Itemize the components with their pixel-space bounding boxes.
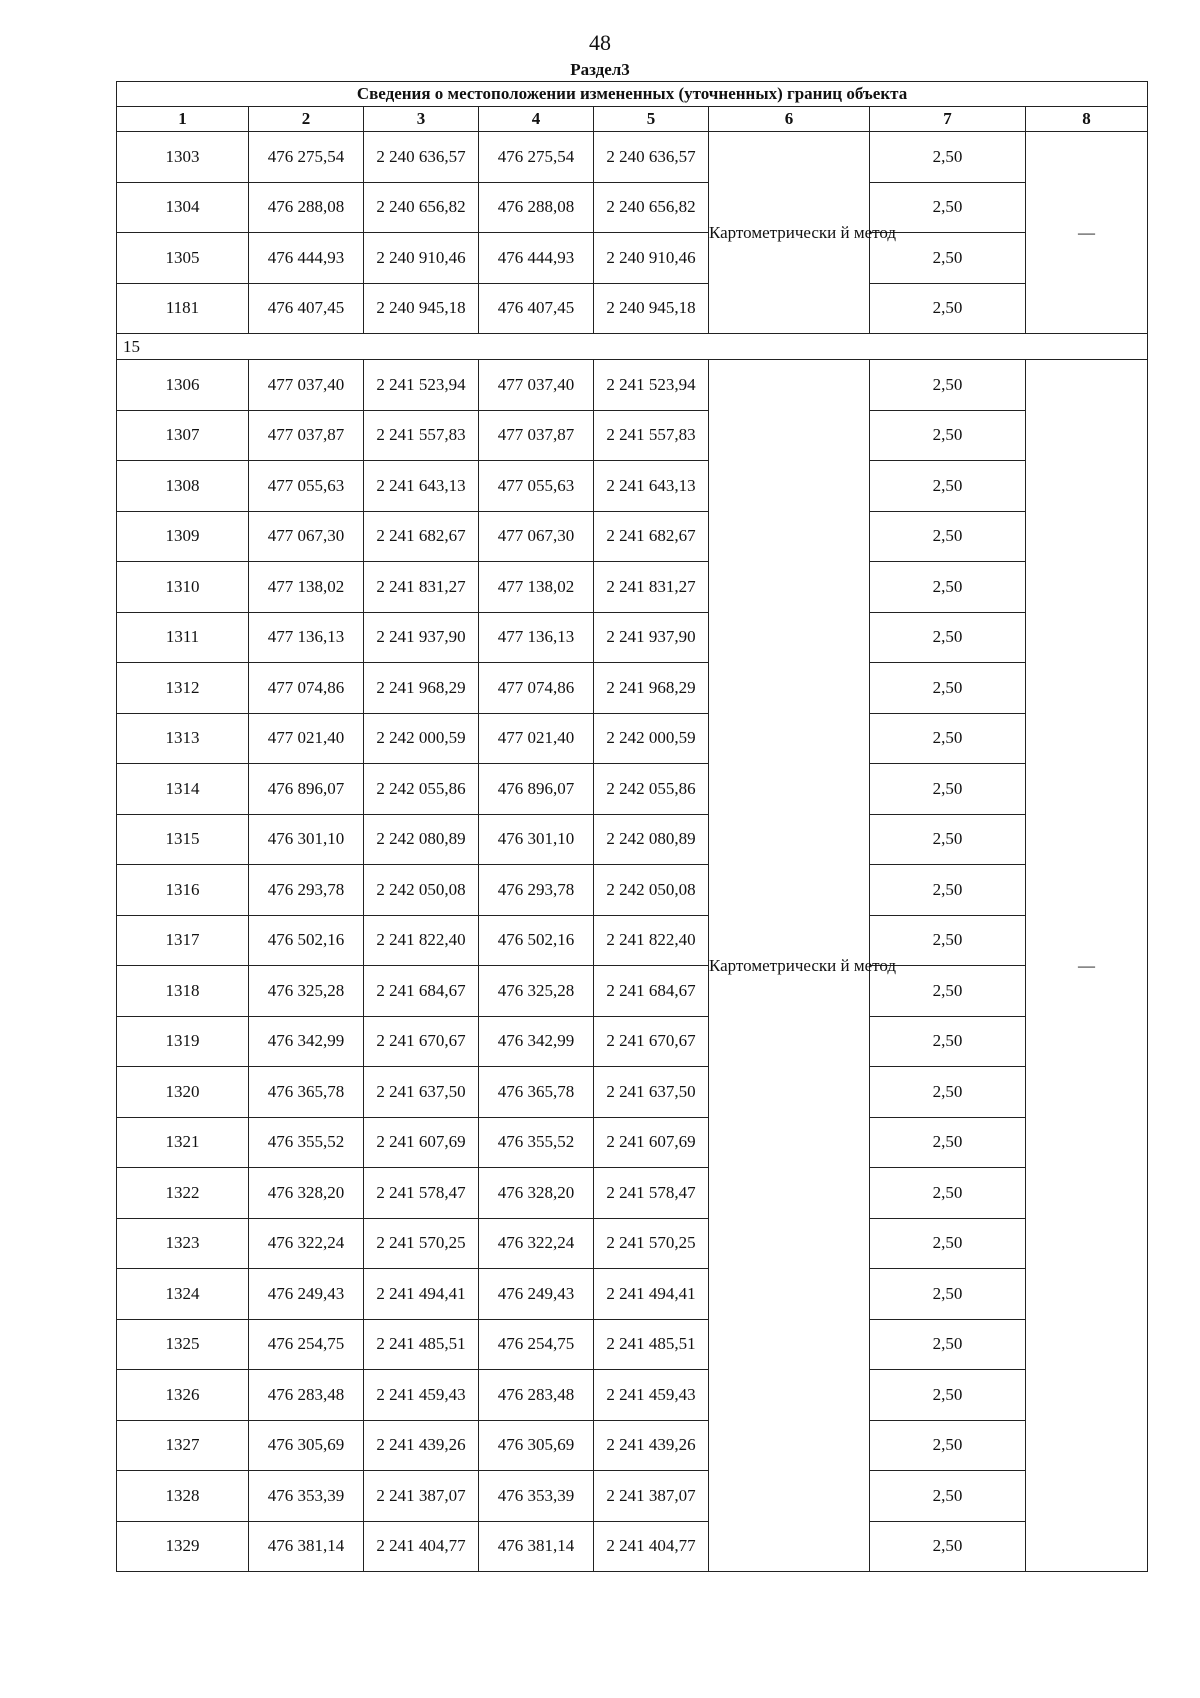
x-new-cell: 476 283,48 [479,1370,594,1421]
x-old-cell: 476 301,10 [249,814,364,865]
y-new-cell: 2 241 459,43 [594,1370,709,1421]
point-id-cell: 1315 [117,814,249,865]
x-new-cell: 477 021,40 [479,713,594,764]
accuracy-cell: 2,50 [870,966,1026,1017]
table-row [117,410,1148,461]
group-label-row [117,334,1148,360]
table-body [117,82,1148,1572]
point-id-cell: 1328 [117,1471,249,1522]
x-old-cell: 476 325,28 [249,966,364,1017]
table-caption-row [117,82,1148,107]
x-new-cell: 476 275,54 [479,132,594,183]
y-old-cell: 2 240 910,46 [364,233,479,284]
x-new-cell: 476 322,24 [479,1218,594,1269]
x-new-cell: 476 365,78 [479,1067,594,1118]
y-old-cell: 2 240 636,57 [364,132,479,183]
x-new-cell: 476 896,07 [479,764,594,815]
x-new-cell: 477 037,87 [479,410,594,461]
column-header: 5 [594,107,709,132]
point-id-cell: 1325 [117,1319,249,1370]
table-row [117,562,1148,613]
x-old-cell: 476 444,93 [249,233,364,284]
y-new-cell: 2 242 000,59 [594,713,709,764]
group-label: 15 [117,334,1148,360]
table-row [117,182,1148,233]
x-old-cell: 477 136,13 [249,612,364,663]
page-number: 48 [589,30,611,55]
y-new-cell: 2 241 439,26 [594,1420,709,1471]
y-new-cell: 2 240 656,82 [594,182,709,233]
x-new-cell: 476 249,43 [479,1269,594,1320]
y-new-cell: 2 241 570,25 [594,1218,709,1269]
table-row [117,1117,1148,1168]
x-old-cell: 476 254,75 [249,1319,364,1370]
point-id-cell: 1306 [117,360,249,411]
y-new-cell: 2 241 485,51 [594,1319,709,1370]
y-old-cell: 2 241 637,50 [364,1067,479,1118]
y-old-cell: 2 241 404,77 [364,1521,479,1572]
x-old-cell: 476 322,24 [249,1218,364,1269]
y-old-cell: 2 241 684,67 [364,966,479,1017]
accuracy-cell: 2,50 [870,132,1026,183]
y-new-cell: 2 240 910,46 [594,233,709,284]
x-new-cell: 476 407,45 [479,283,594,334]
accuracy-cell: 2,50 [870,182,1026,233]
table-row [117,511,1148,562]
x-old-cell: 476 249,43 [249,1269,364,1320]
point-id-cell: 1329 [117,1521,249,1572]
table-row [117,1067,1148,1118]
x-old-cell: 476 407,45 [249,283,364,334]
point-id-cell: 1181 [117,283,249,334]
accuracy-cell: 2,50 [870,1117,1026,1168]
x-new-cell: 477 074,86 [479,663,594,714]
column-header: 4 [479,107,594,132]
table-row [117,713,1148,764]
y-old-cell: 2 241 485,51 [364,1319,479,1370]
table-row [117,1420,1148,1471]
y-new-cell: 2 241 822,40 [594,915,709,966]
x-new-cell: 476 301,10 [479,814,594,865]
y-new-cell: 2 241 578,47 [594,1168,709,1219]
table-row [117,1471,1148,1522]
y-old-cell: 2 241 557,83 [364,410,479,461]
accuracy-cell: 2,50 [870,1067,1026,1118]
y-new-cell: 2 241 831,27 [594,562,709,613]
x-old-cell: 476 353,39 [249,1471,364,1522]
column-header: 3 [364,107,479,132]
y-old-cell: 2 242 050,08 [364,865,479,916]
note-cell: — [1026,360,1148,1572]
x-old-cell: 476 293,78 [249,865,364,916]
x-old-cell: 477 138,02 [249,562,364,613]
point-id-cell: 1309 [117,511,249,562]
x-old-cell: 477 037,40 [249,360,364,411]
accuracy-cell: 2,50 [870,663,1026,714]
x-old-cell: 476 355,52 [249,1117,364,1168]
y-new-cell: 2 241 682,67 [594,511,709,562]
table-row [117,915,1148,966]
accuracy-cell: 2,50 [870,283,1026,334]
y-new-cell: 2 240 945,18 [594,283,709,334]
y-old-cell: 2 241 682,67 [364,511,479,562]
x-new-cell: 477 067,30 [479,511,594,562]
y-new-cell: 2 241 494,41 [594,1269,709,1320]
y-old-cell: 2 242 055,86 [364,764,479,815]
accuracy-cell: 2,50 [870,360,1026,411]
accuracy-cell: 2,50 [870,461,1026,512]
x-new-cell: 476 342,99 [479,1016,594,1067]
y-old-cell: 2 241 643,13 [364,461,479,512]
accuracy-cell: 2,50 [870,1370,1026,1421]
table-caption: Сведения о местоположении измененных (уточненных) границ объекта [117,82,1148,107]
x-new-cell: 477 037,40 [479,360,594,411]
column-header: 6 [709,107,870,132]
accuracy-cell: 2,50 [870,1218,1026,1269]
point-id-cell: 1316 [117,865,249,916]
x-old-cell: 477 055,63 [249,461,364,512]
y-new-cell: 2 241 968,29 [594,663,709,714]
x-new-cell: 476 328,20 [479,1168,594,1219]
table-row [117,233,1148,284]
point-id-cell: 1311 [117,612,249,663]
x-old-cell: 477 037,87 [249,410,364,461]
accuracy-cell: 2,50 [870,612,1026,663]
method-cell: Картометрически й метод [709,360,870,1572]
table-row [117,1218,1148,1269]
x-old-cell: 477 074,86 [249,663,364,714]
x-new-cell: 476 444,93 [479,233,594,284]
accuracy-cell: 2,50 [870,511,1026,562]
y-old-cell: 2 241 670,67 [364,1016,479,1067]
table-row [117,1269,1148,1320]
x-old-cell: 476 283,48 [249,1370,364,1421]
x-new-cell: 476 305,69 [479,1420,594,1471]
y-old-cell: 2 241 578,47 [364,1168,479,1219]
point-id-cell: 1308 [117,461,249,512]
table-row [117,865,1148,916]
x-new-cell: 477 055,63 [479,461,594,512]
table-row [117,764,1148,815]
point-id-cell: 1304 [117,182,249,233]
accuracy-cell: 2,50 [870,713,1026,764]
coordinates-table [116,81,1148,1572]
table-row [117,1319,1148,1370]
x-old-cell: 476 328,20 [249,1168,364,1219]
x-new-cell: 477 138,02 [479,562,594,613]
x-old-cell: 476 381,14 [249,1521,364,1572]
accuracy-cell: 2,50 [870,915,1026,966]
note-cell: — [1026,132,1148,334]
y-old-cell: 2 241 937,90 [364,612,479,663]
y-old-cell: 2 241 831,27 [364,562,479,613]
accuracy-cell: 2,50 [870,1168,1026,1219]
column-number-row [117,107,1148,132]
x-new-cell: 476 353,39 [479,1471,594,1522]
table-row [117,966,1148,1017]
x-old-cell: 476 288,08 [249,182,364,233]
column-header: 2 [249,107,364,132]
x-old-cell: 477 021,40 [249,713,364,764]
accuracy-cell: 2,50 [870,1471,1026,1522]
table-row [117,1016,1148,1067]
table-row [117,283,1148,334]
y-new-cell: 2 241 937,90 [594,612,709,663]
x-new-cell: 476 254,75 [479,1319,594,1370]
y-new-cell: 2 242 055,86 [594,764,709,815]
x-new-cell: 476 355,52 [479,1117,594,1168]
point-id-cell: 1312 [117,663,249,714]
x-new-cell: 476 288,08 [479,182,594,233]
y-new-cell: 2 241 670,67 [594,1016,709,1067]
point-id-cell: 1313 [117,713,249,764]
point-id-cell: 1307 [117,410,249,461]
y-old-cell: 2 241 570,25 [364,1218,479,1269]
table-row [117,132,1148,183]
point-id-cell: 1303 [117,132,249,183]
x-new-cell: 476 293,78 [479,865,594,916]
point-id-cell: 1323 [117,1218,249,1269]
y-new-cell: 2 242 050,08 [594,865,709,916]
y-new-cell: 2 241 523,94 [594,360,709,411]
table-row [117,663,1148,714]
point-id-cell: 1321 [117,1117,249,1168]
x-old-cell: 476 342,99 [249,1016,364,1067]
point-id-cell: 1305 [117,233,249,284]
x-old-cell: 477 067,30 [249,511,364,562]
y-old-cell: 2 240 945,18 [364,283,479,334]
table-row [117,461,1148,512]
accuracy-cell: 2,50 [870,1420,1026,1471]
accuracy-cell: 2,50 [870,865,1026,916]
y-old-cell: 2 240 656,82 [364,182,479,233]
point-id-cell: 1310 [117,562,249,613]
point-id-cell: 1320 [117,1067,249,1118]
accuracy-cell: 2,50 [870,1521,1026,1572]
y-new-cell: 2 242 080,89 [594,814,709,865]
point-id-cell: 1327 [117,1420,249,1471]
y-old-cell: 2 241 523,94 [364,360,479,411]
y-new-cell: 2 241 557,83 [594,410,709,461]
x-new-cell: 477 136,13 [479,612,594,663]
point-id-cell: 1317 [117,915,249,966]
y-new-cell: 2 241 643,13 [594,461,709,512]
table-row [117,612,1148,663]
accuracy-cell: 2,50 [870,562,1026,613]
y-old-cell: 2 242 000,59 [364,713,479,764]
x-old-cell: 476 502,16 [249,915,364,966]
column-header: 1 [117,107,249,132]
point-id-cell: 1324 [117,1269,249,1320]
table-row [117,1370,1148,1421]
y-new-cell: 2 241 684,67 [594,966,709,1017]
accuracy-cell: 2,50 [870,814,1026,865]
point-id-cell: 1326 [117,1370,249,1421]
y-old-cell: 2 241 607,69 [364,1117,479,1168]
accuracy-cell: 2,50 [870,233,1026,284]
y-new-cell: 2 241 607,69 [594,1117,709,1168]
method-cell: Картометрически й метод [709,132,870,334]
accuracy-cell: 2,50 [870,764,1026,815]
y-new-cell: 2 241 404,77 [594,1521,709,1572]
x-new-cell: 476 325,28 [479,966,594,1017]
y-old-cell: 2 241 387,07 [364,1471,479,1522]
point-id-cell: 1319 [117,1016,249,1067]
accuracy-cell: 2,50 [870,1016,1026,1067]
table-row [117,814,1148,865]
y-old-cell: 2 241 459,43 [364,1370,479,1421]
table-row [117,360,1148,411]
x-old-cell: 476 275,54 [249,132,364,183]
table-row [117,1168,1148,1219]
x-old-cell: 476 305,69 [249,1420,364,1471]
point-id-cell: 1322 [117,1168,249,1219]
y-new-cell: 2 241 387,07 [594,1471,709,1522]
column-header: 7 [870,107,1026,132]
y-old-cell: 2 241 822,40 [364,915,479,966]
x-old-cell: 476 896,07 [249,764,364,815]
column-header: 8 [1026,107,1148,132]
y-old-cell: 2 242 080,89 [364,814,479,865]
x-old-cell: 476 365,78 [249,1067,364,1118]
x-new-cell: 476 502,16 [479,915,594,966]
y-old-cell: 2 241 439,26 [364,1420,479,1471]
y-new-cell: 2 241 637,50 [594,1067,709,1118]
accuracy-cell: 2,50 [870,410,1026,461]
y-old-cell: 2 241 968,29 [364,663,479,714]
accuracy-cell: 2,50 [870,1319,1026,1370]
y-old-cell: 2 241 494,41 [364,1269,479,1320]
table-row [117,1521,1148,1572]
accuracy-cell: 2,50 [870,1269,1026,1320]
section-title: Раздел3 [570,60,630,79]
y-new-cell: 2 240 636,57 [594,132,709,183]
x-new-cell: 476 381,14 [479,1521,594,1572]
point-id-cell: 1314 [117,764,249,815]
point-id-cell: 1318 [117,966,249,1017]
